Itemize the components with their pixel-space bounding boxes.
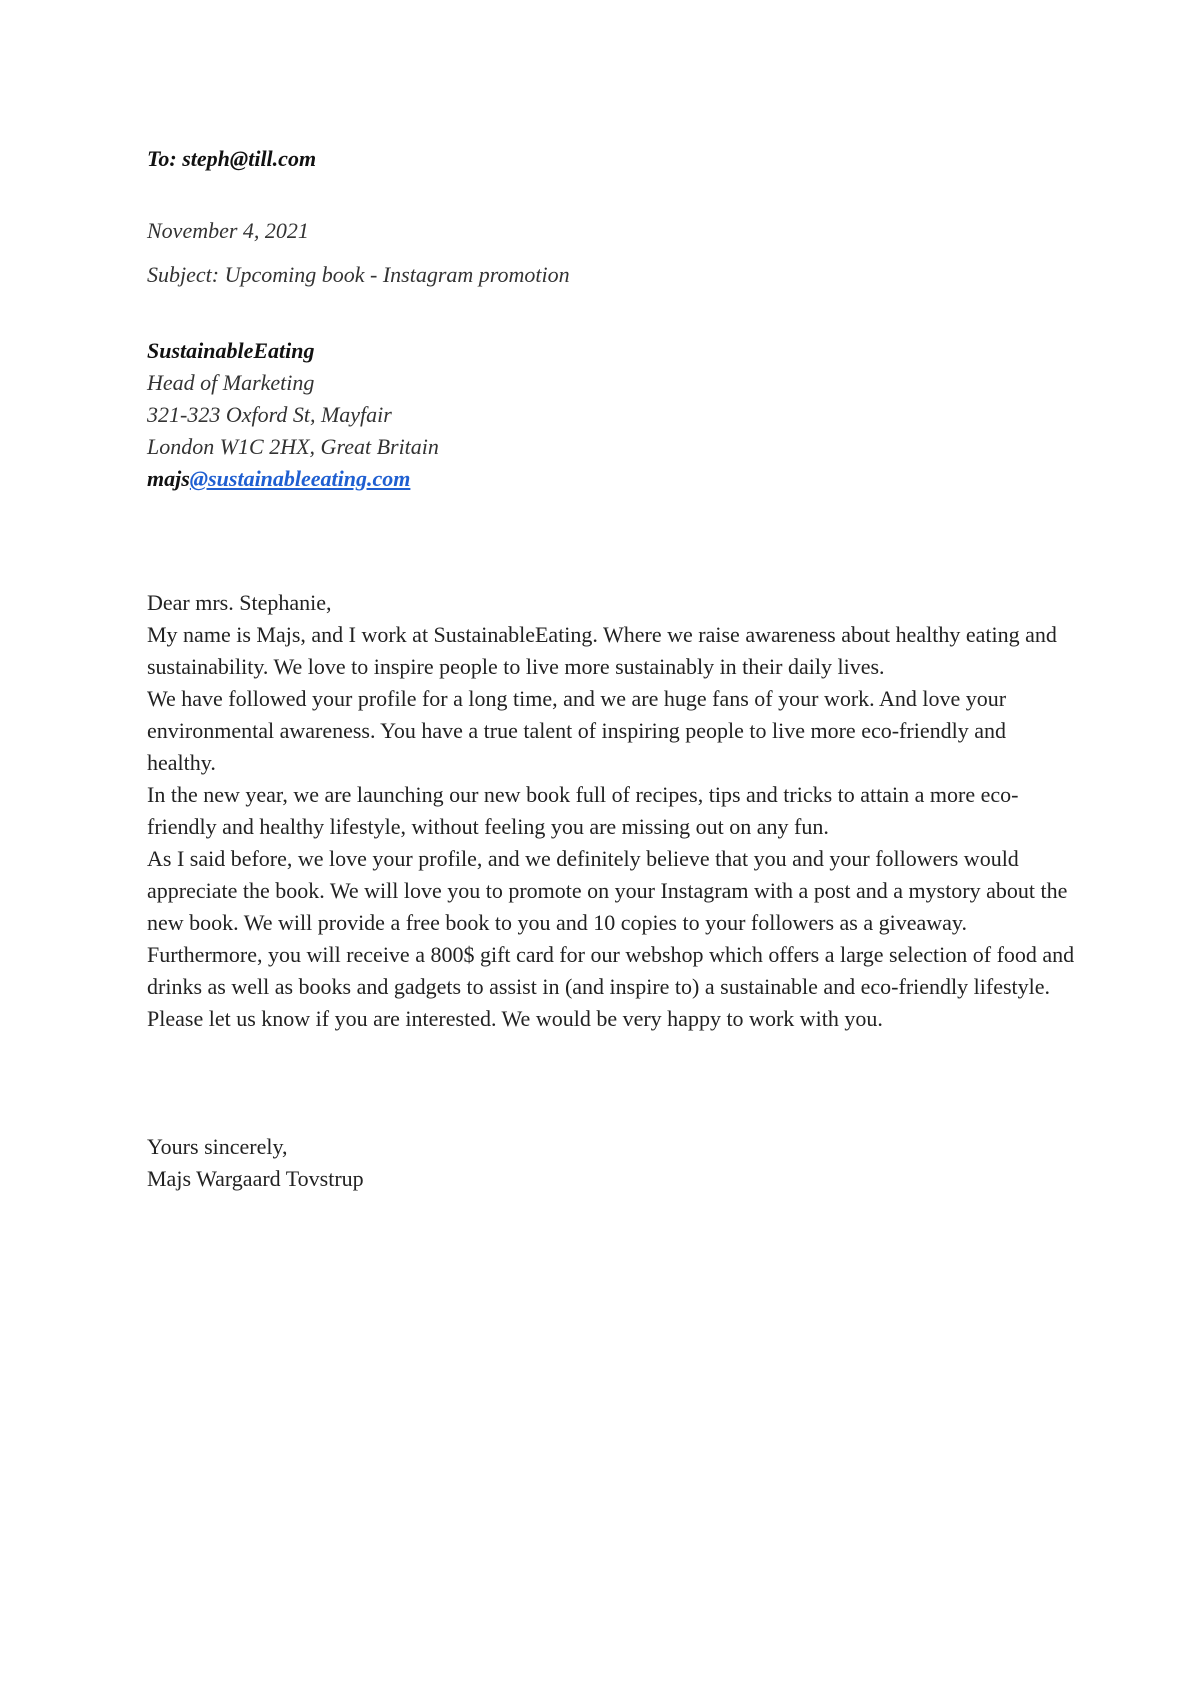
recipient-line: To: steph@till.com — [147, 146, 317, 171]
letter-closing: Yours sincerely, — [147, 1134, 288, 1159]
sender-address-line1: 321-323 Oxford St, Mayfair — [147, 402, 392, 427]
subject-line: Subject: Upcoming book - Instagram promotion — [147, 262, 570, 287]
sender-title: Head of Marketing — [147, 370, 315, 395]
letter-closing-block — [147, 1131, 364, 1195]
sender-company: SustainableEating — [147, 338, 315, 363]
letter-paragraph: As I said before, we love your profile, and we definitely believe that you and your followers would appreciate the book. We will love you to promote on your Instagram with a post and a mystory about the new book. We will provide a free book to you and 10 copies to your followers as a giveaway. Furthermore, you will receive a 800$ gift card for our webshop which offers a large selection of food and drinks as well as books and gadgets to assist in (and inspire to) a sustainable and eco-friendly lifestyle. — [147, 846, 1075, 999]
letter-body — [147, 587, 1077, 1035]
letter-date: November 4, 2021 — [147, 218, 309, 243]
sender-email-user: majs — [147, 466, 190, 491]
letter-paragraph: We have followed your profile for a long time, and we are huge fans of your work. And love your environmental awareness. You have a true talent of inspiring people to live more eco-friendly and healthy. — [147, 686, 1007, 775]
sender-address-line2: London W1C 2HX, Great Britain — [147, 434, 439, 459]
letter-greeting: Dear mrs. Stephanie, — [147, 590, 332, 615]
letter-paragraph: My name is Majs, and I work at SustainableEating. Where we raise awareness about healthy eating and sustainability. We love to inspire people to live more sustainably in their daily lives. — [147, 622, 1057, 679]
sender-email-link[interactable]: @sustainableeating.com — [189, 466, 411, 491]
sender-email — [147, 463, 439, 495]
letter-paragraph: In the new year, we are launching our new book full of recipes, tips and tricks to attain a more eco-friendly and healthy lifestyle, without feeling you are missing out on any fun. — [147, 782, 1019, 839]
letter-paragraph: Please let us know if you are interested. We would be very happy to work with you. — [147, 1006, 883, 1031]
sender-block — [147, 335, 439, 495]
letter-signature: Majs Wargaard Tovstrup — [147, 1166, 364, 1191]
